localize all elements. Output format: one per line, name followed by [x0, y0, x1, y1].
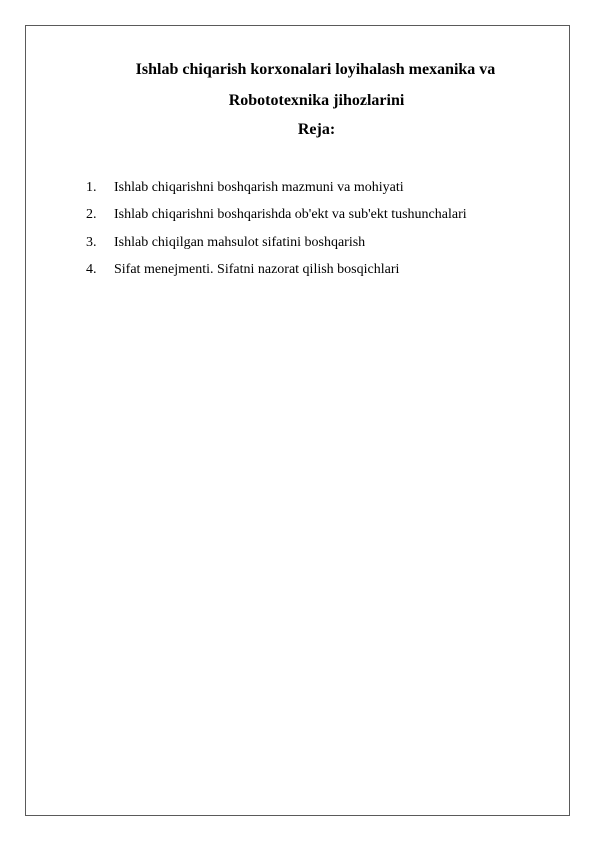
plan-item-4 [86, 257, 467, 285]
plan-item-number: 2. [86, 207, 97, 223]
plan-item-number: 1. [86, 179, 97, 195]
plan-item-text: Ishlab chiqarishni boshqarish mazmuni va mohiyati [114, 179, 404, 195]
plan-item-text: Ishlab chiqilgan mahsulot sifatini boshqarish [114, 234, 366, 250]
document-title-line-2: Robototexnika jihozlarini [228, 92, 405, 109]
plan-list [86, 174, 467, 284]
document-title-line-1: Ishlab chiqarish korxonalari loyihalash mexanika va [135, 61, 496, 78]
plan-heading: Reja: [297, 121, 336, 138]
plan-item-1 [86, 174, 467, 202]
plan-item-2 [86, 202, 467, 230]
plan-item-number: 4. [86, 262, 97, 278]
plan-item-text: Ishlab chiqarishni boshqarishda ob'ekt va sub'ekt tushunchalari [114, 207, 467, 223]
plan-item-3 [86, 229, 467, 257]
page-border-frame [25, 25, 570, 816]
plan-item-text: Sifat menejmenti. Sifatni nazorat qilish bosqichlari [114, 262, 400, 278]
plan-item-number: 3. [86, 234, 97, 250]
